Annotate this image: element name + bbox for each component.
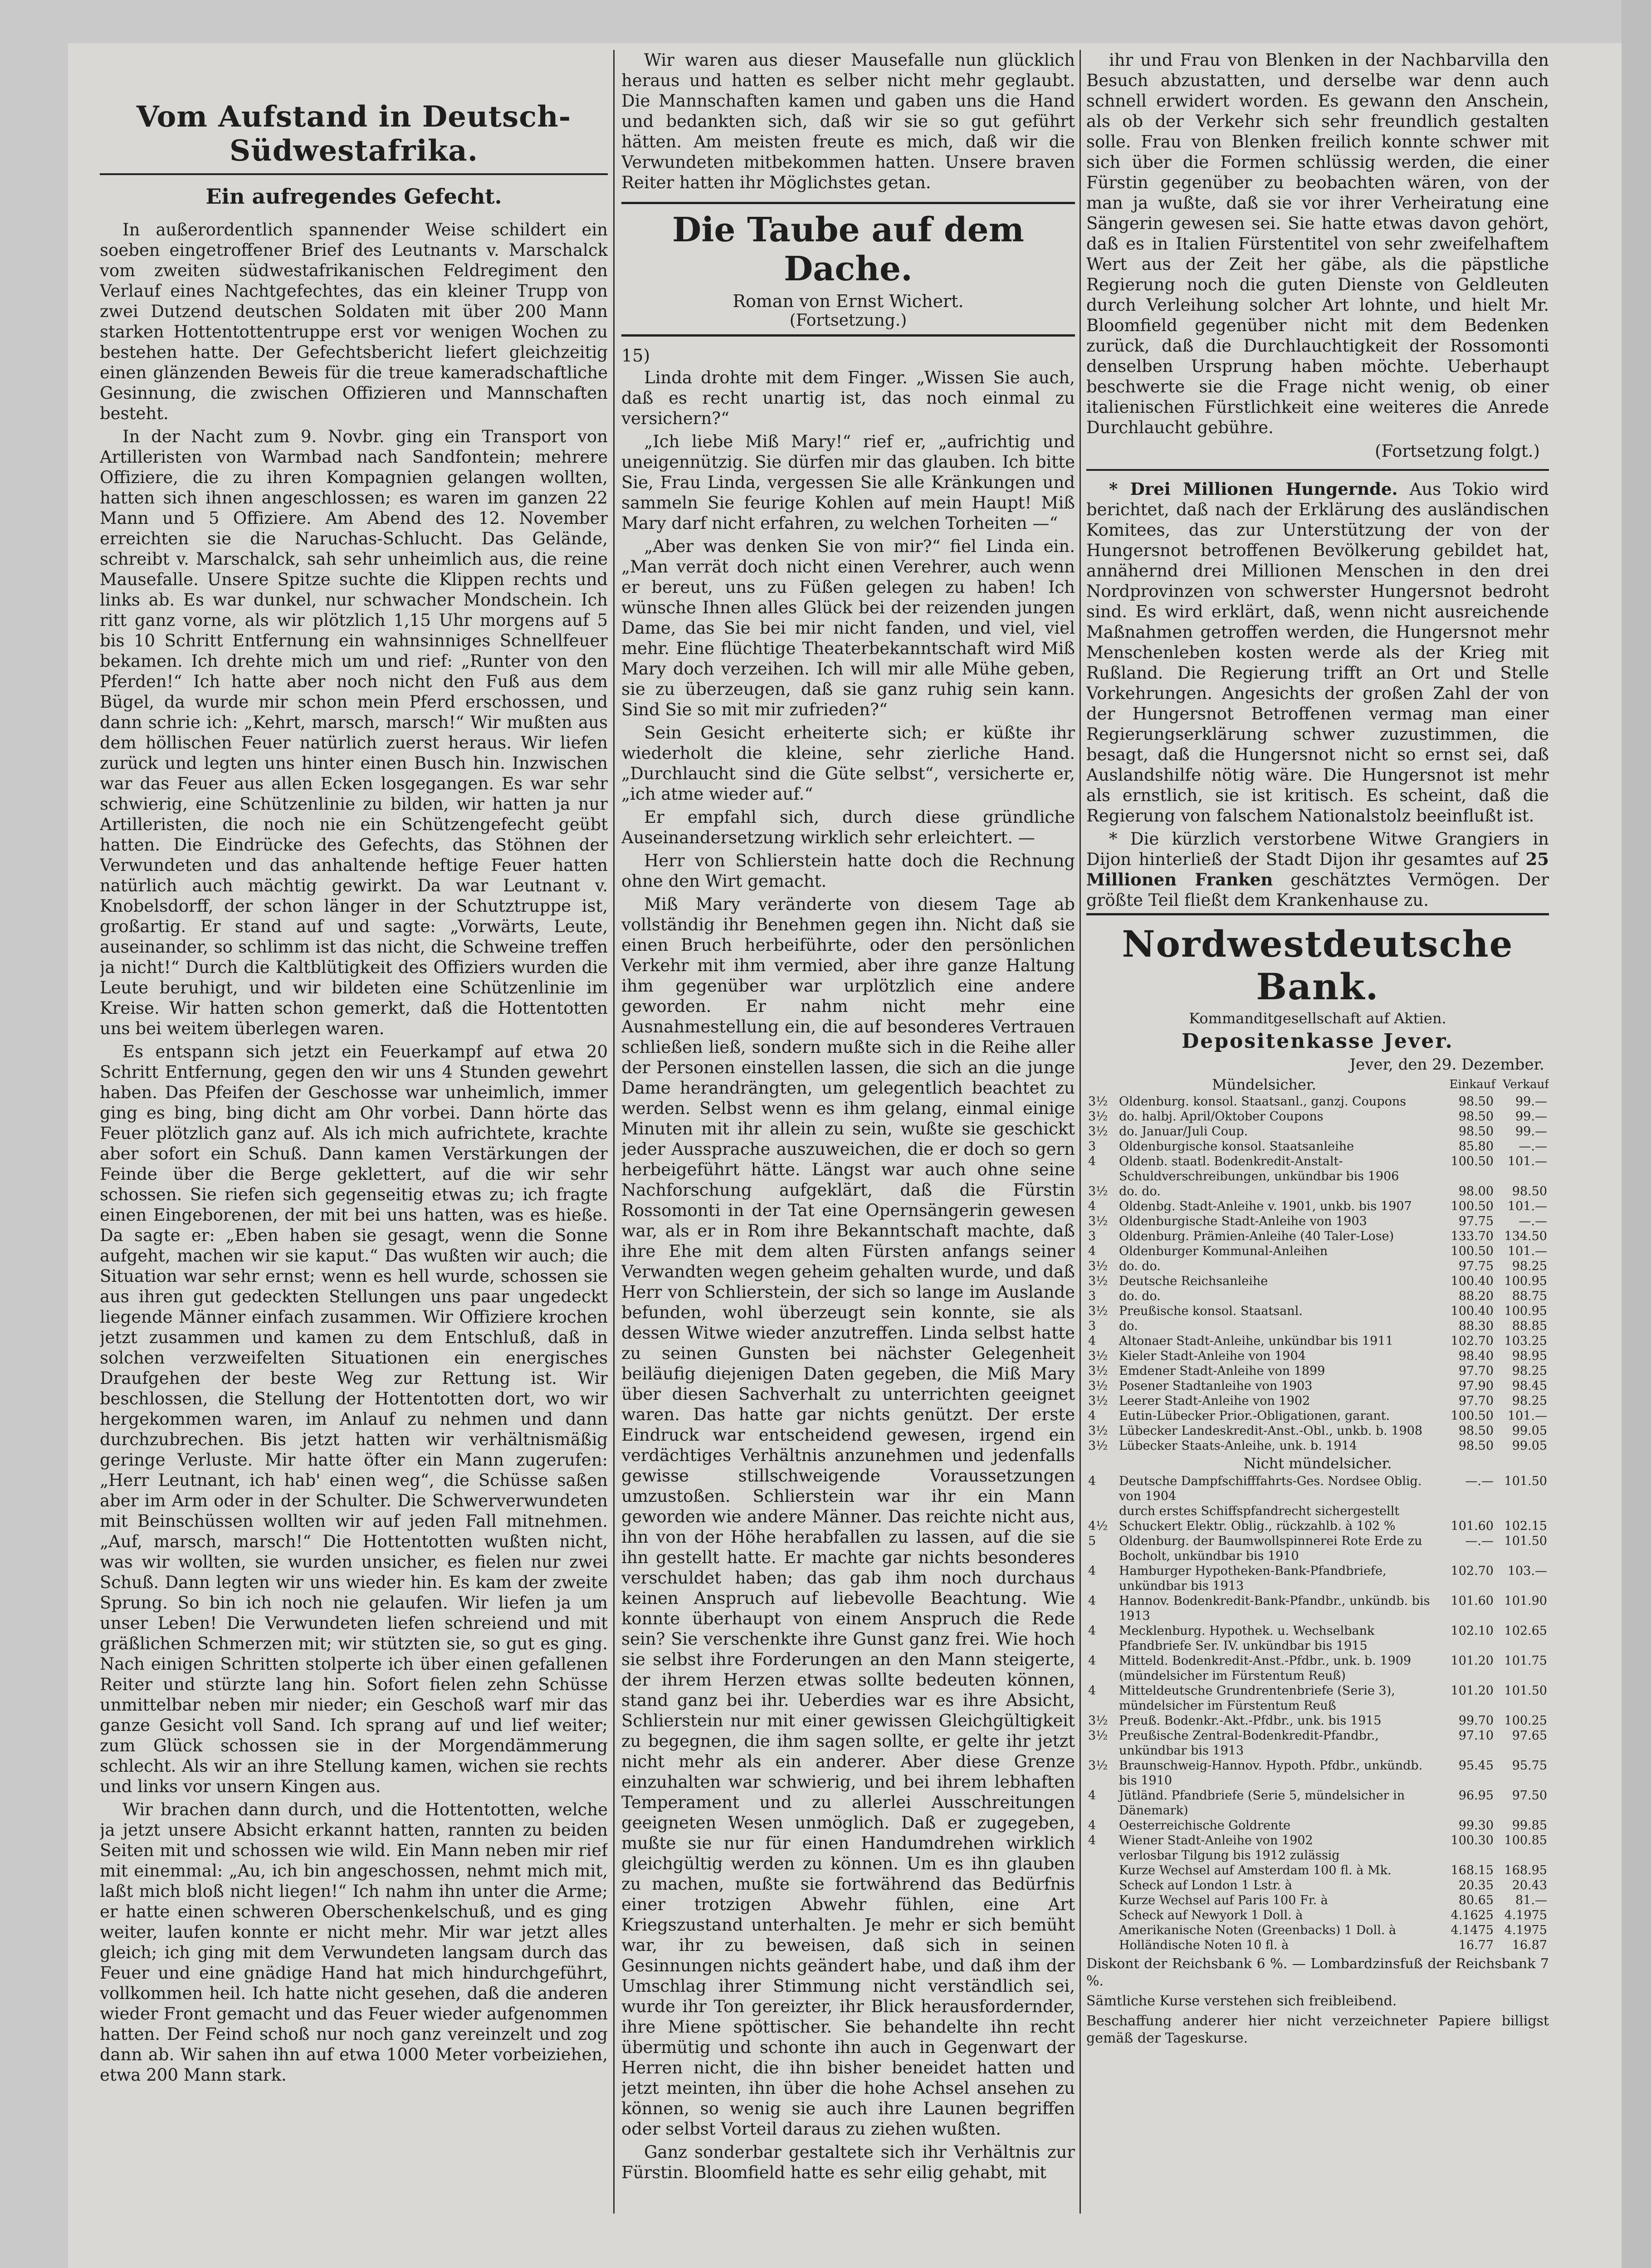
rate-row: [1086, 1534, 1549, 1564]
rate-percent: 4: [1088, 1154, 1096, 1168]
rate-buy: 99.30: [1458, 1818, 1494, 1833]
rate-percent: [1086, 1893, 1117, 1908]
section-heading: Nicht mündelsicher.: [1243, 1455, 1392, 1472]
rate-name: Preußische Zentral-Bodenkredit-Pfandbr., unkündbar bis 1913: [1119, 1729, 1379, 1758]
rate-buy: 100.40: [1451, 1304, 1494, 1318]
rate-buy: 102.70: [1451, 1564, 1494, 1578]
rate-name: Schuckert Elektr. Oblig., rückzahlb. à 102 %: [1119, 1519, 1396, 1533]
rate-sell: 100.85: [1504, 1833, 1547, 1848]
rate-name: Lübecker Staats-Anleihe, unk. b. 1914: [1119, 1439, 1358, 1453]
bank-kind: Kommanditgesellschaft auf Aktien.: [1189, 1010, 1446, 1027]
column-left: [100, 50, 608, 2214]
novel-paragraph: Er empfahl sich, durch diese gründliche Auseinandersetzung wirklich sehr erleichtert. —: [621, 807, 1075, 847]
rate-sell: 101.90: [1504, 1594, 1547, 1608]
rate-buy: 98.40: [1458, 1349, 1494, 1363]
rate-sell: 20.43: [1512, 1878, 1547, 1892]
rate-sell: 97.65: [1512, 1729, 1547, 1743]
rate-name: Kieler Stadt-Anleihe von 1904: [1119, 1349, 1306, 1363]
rate-percent: 4: [1088, 1199, 1096, 1213]
rate-name: Altonaer Stadt-Anleihe, unkündbar bis 1911: [1119, 1334, 1393, 1348]
rate-percent: 4: [1088, 1818, 1096, 1833]
novel-paragraph: „Ich liebe Miß Mary!“ rief er, „aufrichtig und uneigennützig. Sie dürfen mir das glauben. Ich bitte Sie, Frau Linda, vergessen Sie alle Kränkungen und sammeln Sie feurige Kohlen auf mein Haupt! Miß Mary darf nicht erfahren, zu welchen Torheiten —“: [621, 432, 1075, 533]
rate-percent: 4: [1088, 1334, 1096, 1348]
rate-percent: 3½: [1088, 1729, 1108, 1743]
rate-percent: 4: [1088, 1624, 1096, 1638]
rate-row: [1086, 1438, 1549, 1453]
rate-percent: 3½: [1088, 1349, 1108, 1363]
column-rule: [1080, 50, 1081, 2214]
novel-paragraph: ihr und Frau von Blenken in der Nachbarvilla den Besuch abzustatten, und derselbe war denn auch schnell erwidert worden. Es gewann den Anschein, als ob der Verkehr sich sehr freundlich gestalten solle. Frau von Blenken freilich konnte schwer mit sich über die Formen schlüssig werden, die einer Fürstin gegenüber zu beobachten wären, von der man ja wußte, daß sie vor ihrer Verheiratung eine Sängerin gewesen sei. Sie hatte etwas davon gehört, daß es in Italien Fürstentitel von sehr zweifelhaftem Wert aus der Zeit her gäbe, als die päpstliche Regierung noch die guten Dienste von Geldleuten durch Verleihung solcher Art lohnte, und hielt Mr. Bloomfield gegenüber nicht mit dem Bedenken zurück, daß die Durchlauchtigkeit der Rossomonti denselben Ursprung haben möchte. Ueberhaupt beschwerte sie die Frage nicht wenig, ob einer italienischen Fürstlichkeit eine weiteres die Anrede Durchlaucht gebühre.: [1086, 50, 1549, 437]
rate-row: [1086, 1334, 1549, 1349]
rate-buy: 100.40: [1451, 1274, 1494, 1288]
rate-percent: 3½: [1088, 1304, 1108, 1318]
rate-buy: 98.50: [1458, 1124, 1494, 1139]
rate-row: [1086, 1229, 1549, 1244]
column-right: [1086, 50, 1549, 2214]
notice-title: * Drei Millionen Hungernde.: [1109, 479, 1398, 499]
rate-buy: 101.60: [1451, 1519, 1494, 1533]
rate-sell: 101.—: [1507, 1154, 1547, 1168]
rate-row: [1086, 1124, 1549, 1139]
rate-buy: 88.20: [1458, 1289, 1494, 1303]
rate-buy: 95.45: [1458, 1759, 1494, 1773]
rate-row: [1086, 1728, 1549, 1758]
rate-name: Holländische Noten 10 fl. à: [1119, 1938, 1289, 1952]
rate-percent: [1086, 1878, 1117, 1893]
divider: [1086, 469, 1549, 471]
rate-row: [1086, 1259, 1549, 1274]
rates-footer: Beschaffung anderer hier nicht verzeichneter Papiere billigst gemäß der Tageskurse.: [1086, 2013, 1549, 2046]
rate-sell: —.—: [1519, 1139, 1547, 1154]
rate-buy: 80.65: [1458, 1893, 1494, 1907]
rate-row: [1086, 1244, 1549, 1259]
rate-name: Mitteldeutsche Grundrentenbriefe (Serie 3), mündelsicher im Fürstentum Reuß: [1119, 1684, 1395, 1713]
article-paragraph: Es entspann sich jetzt ein Feuerkampf auf etwa 20 Schritt Entfernung, gegen den wir uns 4 Stunden gewehrt haben. Das Pfeifen der Geschosse war unheimlich, immer ging es bing, bing dicht am Ohr vorbei. Dann hörte das Feuer plötzlich ganz auf. Als ich mich aufrichtete, krachte aber sofort ein Schuß. Dann kamen Verstärkungen der Feinde über die Berge geklettert, auf die wir sehr schossen. Sie riefen sich gegenseitig etwas zu; ich fragte einen Eingeborenen, der mit bei uns hatten, was es hieße. Da sagte er: „Eben haben sie gesagt, wenn die Sonne aufgeht, machen wir sie kaput.“ Das wußten wir auch; die Situation war sehr ernst; wenn es hell wurde, schossen sie aus ihren gut gedeckten Stellungen uns paar ungedeckt liegende Männer einfach zusammen. Wir Offiziere krochen jetzt zusammen und kamen zu dem Entschluß, daß in solchen verzweifelten Situationen ein energisches Draufgehen der beste Weg zur Rettung ist. Wir beschlossen, die Stellung der Hottentotten dort, wo wir hergekommen waren, im Anlauf zu nehmen und dann durchzubrechen. Bis jetzt hatten wir verhältnismäßig geringe Verluste. Mir hatte öfter ein Mann zugerufen: „Herr Leutnant, ich hab' einen weg“, die Schüsse saßen aber im Arm oder in der Schulter. Die Schwerverwundeten mit Beinschüssen wollten wir auf jeden Fall mitnehmen. „Auf, marsch, marsch!“ Die Hottentotten wußten nicht, was wir wollten, sie wurden unsicher, es fielen nur zwei Schuß. Dann legten wir uns wieder hin. Es kam der zweite Sprung. So bin ich noch nie gelaufen. Wir liefen ja um unser Leben! Die Verwundeten liefen schreiend und mit gräßlichen Schmerzen mit; wir stützten sie, so gut es ging. Nach einigen Schritten stolperte ich über einen gefallenen Reiter und stürzte lang hin. Sofort fielen zehn Schüsse unmittelbar neben mir nieder; ein Geschoß warf mir das ganze Gesicht voll Sand. Ich sprang auf und lief weiter; zum Glück schossen sie in der Morgendämmerung schlecht. Als wir an ihre Stellung kamen, wichen sie rechts und links vor unsern Kingen aus.: [100, 1042, 608, 1796]
rate-sell: 101.50: [1504, 1684, 1547, 1698]
rate-sell: 98.25: [1512, 1394, 1547, 1408]
rate-percent: 3½: [1088, 1214, 1108, 1228]
bank-date: Jever, den 29. Dezember.: [1349, 1056, 1544, 1074]
rate-name: durch erstes Schiffspfandrecht sichergestellt: [1119, 1504, 1400, 1518]
rate-buy: 100.50: [1451, 1244, 1494, 1258]
notice-text-end: geschätztes Vermögen. Der größte Teil fließt dem Krankenhause zu.: [1086, 870, 1549, 910]
rate-name: Oldenbg. Stadt-Anleihe v. 1901, unkb. bis 1907: [1119, 1199, 1412, 1213]
rate-row: [1086, 1274, 1549, 1289]
article-paragraph: Wir brachen dann durch, und die Hottentotten, welche ja jetzt unsere Absicht erkannt hatten, rannten zu beiden Seiten mit und schossen wie wild. Ein Mann neben mir rief mit einemmal: „Au, ich bin angeschossen, nehmt mich mit, laßt mich bloß nicht liegen!“ Ich nahm ihn unter die Arme; er hatte einen schweren Oberschenkelschuß, und es ging weiter, laufen konnte er nicht mehr. Mir war jetzt alles gleich; ich ging mit dem Verwundeten langsam durch das Feuer und eine gnädige Hand hat mich hindurchgeführt, vollkommen heil. Ich hatte nicht gesehen, daß die anderen wieder Front gemacht und das Feuer wieder aufgenommen hatten. Der Feind schoß nur noch ganz vereinzelt und zog dann ab. Wir sahen ihn auf etwa 1000 Meter vorbeiziehen, etwa 200 Mann stark.: [100, 1800, 608, 2085]
section-heading: Mündelsicher.: [1212, 1076, 1316, 1093]
bank-advertisement: [1086, 913, 1549, 1074]
rate-name: Jütländ. Pfandbriefe (Serie 5, mündelsicher in Dänemark): [1119, 1789, 1405, 1818]
rate-sell: 98.45: [1512, 1379, 1547, 1393]
rate-buy: [1442, 1668, 1495, 1683]
rate-buy: 96.95: [1458, 1789, 1494, 1803]
rate-row: [1086, 1289, 1549, 1304]
rate-name: Amerikanische Noten (Greenbacks) 1 Doll. à: [1119, 1923, 1397, 1937]
rate-row: [1086, 1504, 1549, 1519]
rate-percent: 4: [1088, 1833, 1096, 1848]
rate-name: Oldenb. staatl. Bodenkredit-Anstalt-Schuldverschreibungen, unkündbar bis 1906: [1119, 1154, 1399, 1183]
column-rule: [613, 50, 615, 2214]
bank-name: Nordwestdeutsche Bank.: [1122, 923, 1514, 1008]
rate-percent: 5: [1088, 1534, 1096, 1548]
rate-percent: 4: [1088, 1594, 1096, 1608]
rate-sell: 102.15: [1504, 1519, 1547, 1533]
rate-buy: 97.90: [1458, 1379, 1494, 1393]
rate-row: [1086, 1653, 1549, 1668]
rate-percent: [1086, 1938, 1117, 1953]
rate-buy: 20.35: [1458, 1878, 1494, 1892]
rate-name: (mündelsicher im Fürstentum Reuß): [1119, 1669, 1346, 1683]
rate-sell: [1495, 1504, 1549, 1519]
rate-percent: 3½: [1088, 1124, 1108, 1139]
rate-buy: 100.50: [1451, 1409, 1494, 1423]
rate-name: do.: [1119, 1319, 1138, 1333]
novel-paragraph: Herr von Schlierstein hatte doch die Rechnung ohne den Wirt gemacht.: [621, 851, 1075, 891]
rate-sell: 100.25: [1504, 1714, 1547, 1728]
rate-sell: 103.—: [1507, 1564, 1547, 1578]
rate-row: [1086, 1923, 1549, 1938]
rate-buy: 100.50: [1451, 1154, 1494, 1168]
rate-percent: 3: [1088, 1139, 1096, 1154]
rate-name: Preußische konsol. Staatsanl.: [1119, 1304, 1303, 1318]
rate-percent: 3½: [1088, 1759, 1108, 1773]
rate-name: Braunschweig-Hannov. Hypoth. Pfdbr., unkündb. bis 1910: [1119, 1759, 1423, 1788]
article-subheadline: Ein aufregendes Gefecht.: [205, 184, 502, 209]
rate-percent: 4: [1088, 1654, 1096, 1668]
rate-sell: 100.95: [1504, 1274, 1547, 1288]
rate-percent: [1086, 1668, 1117, 1683]
rate-percent: 3½: [1088, 1274, 1108, 1288]
rate-sell: 134.50: [1504, 1229, 1547, 1243]
rate-percent: 4: [1088, 1684, 1096, 1698]
rate-row: [1086, 1364, 1549, 1378]
rate-name: Wiener Stadt-Anleihe von 1902: [1119, 1833, 1313, 1848]
rate-row: [1086, 1319, 1549, 1334]
rate-sell: 168.95: [1504, 1863, 1547, 1877]
rate-sell: 98.95: [1512, 1349, 1547, 1363]
rate-percent: 3½: [1088, 1095, 1108, 1109]
rate-name: do. do.: [1119, 1184, 1161, 1198]
rate-sell: 16.87: [1512, 1938, 1547, 1952]
novel-paragraph: Sein Gesicht erheiterte sich; er küßte ihr wiederholt die kleine, sehr zierliche Hand. „Durchlaucht sind die Güte selbst“, versicherte er, „ich atme wieder auf.“: [621, 723, 1075, 804]
rate-buy: [1442, 1848, 1495, 1863]
to-be-continued: (Fortsetzung folgt.): [1375, 441, 1540, 461]
rate-row: [1086, 1818, 1549, 1833]
rate-name: Leerer Stadt-Anleihe von 1902: [1119, 1394, 1310, 1408]
rate-name: Lübecker Landeskredit-Anst.-Obl., unkb. b. 1908: [1119, 1424, 1423, 1438]
rate-percent: 3½: [1088, 1424, 1108, 1438]
rate-percent: 4½: [1088, 1519, 1108, 1533]
rate-buy: 16.77: [1458, 1938, 1494, 1952]
rate-row: [1086, 1094, 1549, 1109]
rate-percent: 3: [1088, 1319, 1096, 1333]
novel-title: Die Taube auf dem Dache.: [672, 210, 1024, 288]
rate-sell: 101.—: [1507, 1244, 1547, 1258]
rate-name: Emdener Stadt-Anleihe von 1899: [1119, 1364, 1325, 1378]
rate-sell: 101.75: [1504, 1654, 1547, 1668]
rate-name: Eutin-Lübecker Prior.-Obligationen, garant.: [1119, 1409, 1390, 1423]
rate-name: do. Januar/Juli Coup.: [1119, 1124, 1248, 1139]
rate-name: Deutsche Dampfschifffahrts-Ges. Nordsee Oblig. von 1904: [1119, 1474, 1422, 1503]
rate-buy: —.—: [1465, 1534, 1494, 1548]
rate-name: Oldenburg. konsol. Staatsanl., ganzj. Coupons: [1119, 1095, 1407, 1109]
rate-sell: 98.25: [1512, 1259, 1547, 1273]
notice-amount: 25 Millionen Franken: [1086, 849, 1549, 890]
rate-buy: 168.15: [1451, 1863, 1494, 1877]
rate-buy: 4.1475: [1451, 1923, 1494, 1937]
rate-sell: 100.95: [1504, 1304, 1547, 1318]
rate-percent: [1086, 1863, 1117, 1878]
rate-percent: 3½: [1088, 1394, 1108, 1408]
rate-buy: 97.75: [1458, 1259, 1494, 1273]
rate-name: Oldenburg. der Baumwollspinnerei Rote Erde zu Bocholt, unkündbar bis 1910: [1119, 1534, 1422, 1563]
rate-sell: 99.—: [1515, 1110, 1547, 1124]
rate-name: Oldenburger Kommunal-Anleihen: [1119, 1244, 1328, 1258]
rate-buy: 98.50: [1458, 1110, 1494, 1124]
rate-sell: 4.1975: [1504, 1908, 1547, 1922]
rate-row: [1086, 1474, 1549, 1504]
rate-percent: 3½: [1088, 1714, 1108, 1728]
rate-row: [1086, 1893, 1549, 1908]
page-edge: [1622, 0, 1651, 2268]
novel-paragraph: Miß Mary veränderte von diesem Tage ab vollständig ihr Benehmen gegen ihn. Nicht daß sie einen Bruch herbeiführte, oder den persönlichen Verkehr mit ihm vermied, aber ihre ganze Haltung ihm gegenüber war urplötzlich eine andere geworden. Er nahm nicht mehr eine Ausnahmestellung ein, die auf besonderes Vertrauen schließen ließ, sondern mußte sich in die Reihe aller der Personen einstellen lassen, die sich an die junge Dame herandrängten, um gelegentlich beachtet zu werden. Selbst wenn es ihm gelang, einmal einige Minuten mit ihr allein zu sein, wußte sie geschickt jeder Aussprache auszuweichen, die er doch so gern herbeigeführt hätte. Längst war auch ohne seine Nachforschung aufgeklärt, daß die Fürstin Rossomonti in der Tat eine Opernsängerin gewesen war, als er in Rom ihre Bekanntschaft machte, daß ihre Ehe mit dem alten Fürsten anfangs seiner Verwandten wegen geheim gehalten wurde, und daß Herr von Schlierstein, der sich so lange im Auslande befunden, wohl überzeugt sein konnte, sie als dessen Witwe wieder anzutreffen. Linda selbst hatte zu seinen Gunsten bei nächster Gelegenheit beiläufig diejenigen Daten gegeben, die Miß Mary über diesen Sachverhalt zu unterrichten geeignet waren. Das hatte gar nichts genützt. Der erste Eindruck war entscheidend gewesen, irgend ein verdächtiges Verhältnis anzunehmen und jedenfalls gewisse stillschweigende Voraussetzungen umzustoßen. Schlierstein war ihr ein Mann geworden wie andere Männer. Das reichte nicht aus, ihn von der Höhe herabfallen zu lassen, auf die sie ihn gestellt hatte. Er machte gar nichts besonderes verschuldet haben; das gab ihm noch durchaus keinen Anspruch auf liebevolle Beachtung. Wie konnte überhaupt von einem Anspruch die Rede sein? Sie verschenkte ihre Gunst ganz frei. Wie hoch sie selbst ihre Forderungen an den Mann steigerte, der ihrem Herzen etwas sollte bedeuten können, stand ganz bei ihr. Ueberdies war es ihre Absicht, Schlierstein nur mit einer gewissen Gleichgültigkeit zu begegnen, die ihm sagen sollte, er gelte ihr jetzt nicht mehr als ein anderer. Aber diese Grenze einzuhalten war schwierig, und bei ihrem lebhaften Temperament und zu allerlei Ausschreitungen geeigneten Wesen unmöglich. Daß er zugegeben, mußte sie nur für einen Handumdrehen wirklich gleichgültig werden zu können. Um es ihn glauben zu machen, mußte sie fortwährend das Bedürfnis einer trotzigen Abwehr fühlen, eine Art Kriegszustand unterhalten. Je mehr er sich bemüht war, ihr zu beweisen, daß sich in seinen Gesinnungen nichts geändert habe, und daß ihm der Umschlag ihrer Stimmung nicht verständlich sei, wurde ihr Ton gereizter, ihr Blick herausfordernder, ihre Miene spöttischer. Sie behandelte ihn recht übermütig und schonte ihn auch in Gegenwart der Herren nicht, die ihn bisher beneidet hatten und jetzt meinten, ihn über die hohe Achsel ansehen zu können, so wenig sie auch ihre Launen begriffen oder selbst Vorteil daraus zu ziehen wußten.: [621, 894, 1075, 2139]
rate-row: [1086, 1878, 1549, 1893]
rate-percent: 3½: [1088, 1439, 1108, 1453]
rate-buy: 88.30: [1458, 1319, 1494, 1333]
rate-buy: 4.1625: [1451, 1908, 1494, 1922]
rate-row: [1086, 1304, 1549, 1319]
novel-banner: [621, 202, 1075, 337]
rate-buy: 101.60: [1451, 1594, 1494, 1608]
rate-percent: 3½: [1088, 1110, 1108, 1124]
novel-paragraph: Linda drohte mit dem Finger. „Wissen Sie auch, daß es recht unartig ist, das noch einmal zu versichern?“: [621, 368, 1075, 428]
article-headline: Vom Aufstand in Deutsch-Südwestafrika.: [100, 100, 608, 175]
notice-text: Aus Tokio wird berichtet, daß nach der Erklärung des ausländischen Komitees, das zur Unterstützung der von der Hungersnot betroffenen Bevölkerung gebildet hat, annähernd drei Millionen Menschen in den drei Nordprovinzen von schwerster Hungersnot bedroht sind. Es wird erklärt, daß, wenn nicht ausreichende Maßnahmen getroffen werden, die Hungersnot mehr Menschenleben kosten werde als der Krieg mit Rußland. Die Regierung trifft an Ort und Stelle Vorkehrungen. Angesichts der großen Zahl der von der Hungersnot Betroffenen vermag man einer Regierungserklärung schwer zuzustimmen, die besagt, daß die Hungersnot nicht so ernst sei, daß Auslandshilfe nötig wäre. Die Hungersnot ist mehr als ernstlich, sie ist kritisch. Es scheint, daß die Regierung von falschem Nationalstolz beeinflußt ist.: [1086, 479, 1549, 826]
notice-text: * Die kürzlich verstorbene Witwe Grangiers in Dijon hinterließ der Stadt Dijon ihr gesamtes auf: [1086, 829, 1549, 869]
rate-row: [1086, 1378, 1549, 1393]
rate-buy: 101.20: [1451, 1654, 1494, 1668]
rates-table: [1086, 1075, 1549, 1953]
rate-sell: [1495, 1668, 1549, 1683]
rate-percent: [1086, 1908, 1117, 1923]
rate-row: [1086, 1668, 1549, 1683]
rate-row: [1086, 1848, 1549, 1863]
rate-sell: 99.05: [1512, 1439, 1547, 1453]
rate-row: [1086, 1683, 1549, 1713]
rate-buy: 97.10: [1458, 1729, 1494, 1743]
rate-buy: 85.80: [1458, 1139, 1494, 1154]
rate-row: [1086, 1154, 1549, 1184]
rate-row: [1086, 1758, 1549, 1788]
rate-percent: 3: [1088, 1289, 1096, 1303]
rate-row: [1086, 1184, 1549, 1199]
rate-name: Deutsche Reichsanleihe: [1119, 1274, 1268, 1288]
rate-row: [1086, 1214, 1549, 1229]
rate-row: [1086, 1593, 1549, 1623]
rate-buy: —.—: [1465, 1474, 1494, 1488]
rate-name: Scheck auf Newyork 1 Doll. à: [1119, 1908, 1303, 1922]
rate-sell: 103.25: [1504, 1334, 1547, 1348]
rate-name: Mitteld. Bodenkredit-Anst.-Pfdbr., unk. b. 1909: [1119, 1654, 1412, 1668]
rate-percent: 3½: [1088, 1184, 1108, 1198]
rate-buy: 97.75: [1458, 1214, 1494, 1228]
rate-percent: 3½: [1088, 1379, 1108, 1393]
rate-sell: 99.—: [1515, 1124, 1547, 1139]
column-middle: [621, 50, 1075, 2214]
rate-name: Oldenburgische Stadt-Anleihe von 1903: [1119, 1214, 1367, 1228]
column-header-sell: Verkauf: [1503, 1078, 1549, 1091]
rate-percent: 3½: [1088, 1364, 1108, 1378]
rate-buy: [1442, 1504, 1495, 1519]
installment-number: 15): [621, 346, 650, 366]
rate-buy: 97.70: [1458, 1364, 1494, 1378]
rate-sell: 99.85: [1512, 1818, 1547, 1833]
rate-name: Kurze Wechsel auf Amsterdam 100 fl. à Mk.: [1119, 1863, 1392, 1877]
rate-name: Oldenburg. Prämien-Anleihe (40 Taler-Lose): [1119, 1229, 1394, 1243]
rate-sell: 99.05: [1512, 1424, 1547, 1438]
rate-sell: 101.50: [1504, 1534, 1547, 1548]
rate-row: [1086, 1393, 1549, 1408]
rate-name: Kurze Wechsel auf Paris 100 Fr. à: [1119, 1893, 1328, 1907]
rate-row: [1086, 1713, 1549, 1728]
rate-buy: 102.10: [1451, 1624, 1494, 1638]
rate-name: Posener Stadtanleihe von 1903: [1119, 1379, 1313, 1393]
rate-sell: 97.50: [1512, 1789, 1547, 1803]
rate-sell: 99.—: [1515, 1095, 1547, 1109]
rate-buy: 97.70: [1458, 1394, 1494, 1408]
rate-sell: 101.—: [1507, 1199, 1547, 1213]
rates-section-1: [1086, 1094, 1549, 1453]
rate-row: [1086, 1109, 1549, 1124]
rate-buy: 98.50: [1458, 1095, 1494, 1109]
rate-row: [1086, 1349, 1549, 1364]
rate-sell: 98.50: [1512, 1184, 1547, 1198]
rate-percent: [1086, 1923, 1117, 1938]
rate-row: [1086, 1408, 1549, 1423]
rate-name: Preuß. Bodenkr.-Akt.-Pfdbr., unk. bis 1915: [1119, 1714, 1382, 1728]
rate-sell: 101.50: [1504, 1474, 1547, 1488]
rate-name: Oesterreichische Goldrente: [1119, 1818, 1291, 1833]
rate-buy: 98.00: [1458, 1184, 1494, 1198]
rate-row: [1086, 1908, 1549, 1923]
rate-percent: 4: [1088, 1789, 1096, 1803]
rate-row: [1086, 1199, 1549, 1214]
rate-buy: 100.50: [1451, 1199, 1494, 1213]
rate-buy: 98.50: [1458, 1439, 1494, 1453]
rate-buy: 99.70: [1458, 1714, 1494, 1728]
rate-sell: 98.25: [1512, 1364, 1547, 1378]
rate-buy: 98.50: [1458, 1424, 1494, 1438]
rate-percent: 3½: [1088, 1259, 1108, 1273]
novel-continuation: (Fortsetzung.): [789, 311, 907, 330]
bank-branch: Depositenkasse Jever.: [1182, 1030, 1454, 1053]
rate-name: Hannov. Bodenkredit-Bank-Pfandbr., unkündb. bis 1913: [1119, 1594, 1430, 1623]
rate-sell: —.—: [1519, 1214, 1547, 1228]
rate-row: [1086, 1564, 1549, 1593]
rate-row: [1086, 1938, 1549, 1953]
rate-row: [1086, 1623, 1549, 1653]
rate-row: [1086, 1788, 1549, 1818]
rate-percent: 4: [1088, 1244, 1096, 1258]
rate-percent: 4: [1088, 1564, 1096, 1578]
rates-footer: Diskont der Reichsbank 6 %. — Lombardzinsfuß der Reichsbank 7 %.: [1086, 1956, 1549, 1989]
rate-name: Scheck auf London 1 Lstr. à: [1119, 1878, 1292, 1892]
rate-row: [1086, 1423, 1549, 1438]
rate-percent: [1086, 1848, 1117, 1863]
column-header-buy: Einkauf: [1449, 1078, 1495, 1091]
rate-buy: 100.30: [1451, 1833, 1494, 1848]
rate-row: [1086, 1833, 1549, 1848]
rate-percent: 4: [1088, 1474, 1096, 1488]
article-paragraph: In außerordentlich spannender Weise schildert ein soeben eingetroffener Brief des Leutnants v. Marschalck vom zweiten südwestafrikanischen Feldregiment den Verlauf eines Nachtgefechtes, das ein kleiner Trupp von zwei Dutzend deutschen Soldaten mit über 200 Mann starken Hottentottentruppe erst vor wenigen Wochen zu bestehen hatte. Der Gefechtsbericht liefert gleichzeitig einen glänzenden Beweis für die treue kameradschaftliche Gesinnung, die zwischen Offizieren und Mannschaften besteht.: [100, 220, 608, 423]
rate-percent: 3: [1088, 1229, 1096, 1243]
rates-section-2: [1086, 1474, 1549, 1953]
news-notice: [1086, 829, 1549, 910]
rate-sell: 95.75: [1512, 1759, 1547, 1773]
rate-name: do. do.: [1119, 1289, 1161, 1303]
rates-footer: Sämtliche Kurse verstehen sich freibleibend.: [1086, 1993, 1397, 2009]
rate-name: Oldenburgische konsol. Staatsanleihe: [1119, 1139, 1354, 1154]
rate-name: verlosbar Tilgung bis 1912 zulässig: [1119, 1848, 1340, 1862]
rate-name: Hamburger Hypotheken-Bank-Pfandbriefe, unkündbar bis 1913: [1119, 1564, 1387, 1593]
rate-sell: 101.—: [1507, 1409, 1547, 1423]
article-paragraph: In der Nacht zum 9. Novbr. ging ein Transport von Artilleristen von Warmbad nach Sandfontein; mehrere Offiziere, die zu ihren Kompagnien gelangen wollten, hatten sich ihnen angeschlossen; es waren im ganzen 22 Mann und 5 Offiziere. Am Abend des 12. November erreichten sie die Naruchas-Schlucht. Das Gelände, schreibt v. Marschalck, sah sehr unheimlich aus, die reine Mausefalle. Unsere Spitze suchte die Klippen rechts und links ab. Es war dunkel, nur schwacher Mondschein. Ich ritt ganz vorne, als wir plötzlich 1,15 Uhr morgens auf 5 bis 10 Schritt Entfernung ein wahnsinniges Schnellfeuer bekamen. Ich drehte mich um und rief: „Runter von den Pferden!“ Ich hatte aber noch nicht den Fuß aus dem Bügel, da wurde mir schon mein Pferd erschossen, und dann schrie ich: „Kehrt, marsch, marsch!“ Wir mußten aus dem höllischen Feuer natürlich zuerst heraus. Wir liefen zurück und legten uns hinter einen Busch hin. Inzwischen war das Feuer aus allen Ecken losgegangen. Es war sehr schwierig, eine Schützenlinie zu bilden, wir hatten ja nur Artilleristen, die noch nie ein Schützengefecht geübt hatten. Die Eindrücke des Gefechts, das Stöhnen der Verwundeten und das anhaltende heftige Feuer hatten natürlich auch mächtig gewirkt. Da war Leutnant v. Knobelsdorff, der schon länger in der Schutztruppe ist, großartig. Er stand auf und sagte: „Vorwärts, Leute, auseinander, so schlimm ist das nicht, die Schweine treffen ja nicht!“ Durch die Kaltblütigkeit des Offiziers wurden die Leute beruhigt, und wir bildeten eine Schützenlinie im Kreise. Wir hatten schon gemerkt, daß die Hottentotten uns bei weitem überlegen waren.: [100, 427, 608, 1038]
novel-author: Roman von Ernst Wichert.: [733, 291, 964, 311]
rate-buy: 133.70: [1451, 1229, 1494, 1243]
rate-buy: 102.70: [1451, 1334, 1494, 1348]
rate-sell: 88.75: [1512, 1289, 1547, 1303]
rate-percent: 4: [1088, 1409, 1096, 1423]
rate-row: [1086, 1519, 1549, 1534]
rate-sell: [1495, 1848, 1549, 1863]
article-paragraph: Wir waren aus dieser Mausefalle nun glücklich heraus und hatten es selber nicht mehr geglaubt. Die Mannschaften kamen und gaben uns die Hand und bedankten sich, daß wir sie so gut geführt hätten. Am meisten freute es mich, daß wir die Verwundeten mitbekommen hatten. Unsere braven Reiter hatten ihr Möglichstes getan.: [621, 50, 1075, 192]
rate-name: do. do.: [1119, 1259, 1161, 1273]
rate-sell: 102.65: [1504, 1624, 1547, 1638]
novel-paragraph: Ganz sonderbar gestaltete sich ihr Verhältnis zur Fürstin. Bloomfield hatte es sehr eilig gehabt, mit: [621, 2142, 1075, 2182]
rate-sell: 4.1975: [1504, 1923, 1547, 1937]
novel-paragraph: „Aber was denken Sie von mir?“ fiel Linda ein. „Man verrät doch nicht einen Verehrer, auch wenn er bereut, uns zu Füßen gelegen zu haben! Ich wünsche Ihnen alles Glück bei der reizenden jungen Dame, das Sie bei mir nicht fanden, und viel, viel mehr. Eine flüchtige Theaterbekanntschaft wird Miß Mary doch verzeihen. Ich will mir alle Mühe geben, sie zu überzeugen, daß sie ganz ruhig sein kann. Sind Sie so mit mir zufrieden?“: [621, 537, 1075, 719]
rate-sell: 88.85: [1512, 1319, 1547, 1333]
rate-name: do. halbj. April/Oktober Coupons: [1119, 1110, 1324, 1124]
rate-name: Mecklenburg. Hypothek. u. Wechselbank Pfandbriefe Ser. IV. unkündbar bis 1915: [1119, 1624, 1375, 1653]
rate-row: [1086, 1139, 1549, 1154]
rate-sell: 81.—: [1515, 1893, 1547, 1907]
rate-row: [1086, 1863, 1549, 1878]
rate-buy: 101.20: [1451, 1684, 1494, 1698]
news-notice: [1086, 479, 1549, 826]
rate-percent: [1086, 1504, 1117, 1519]
